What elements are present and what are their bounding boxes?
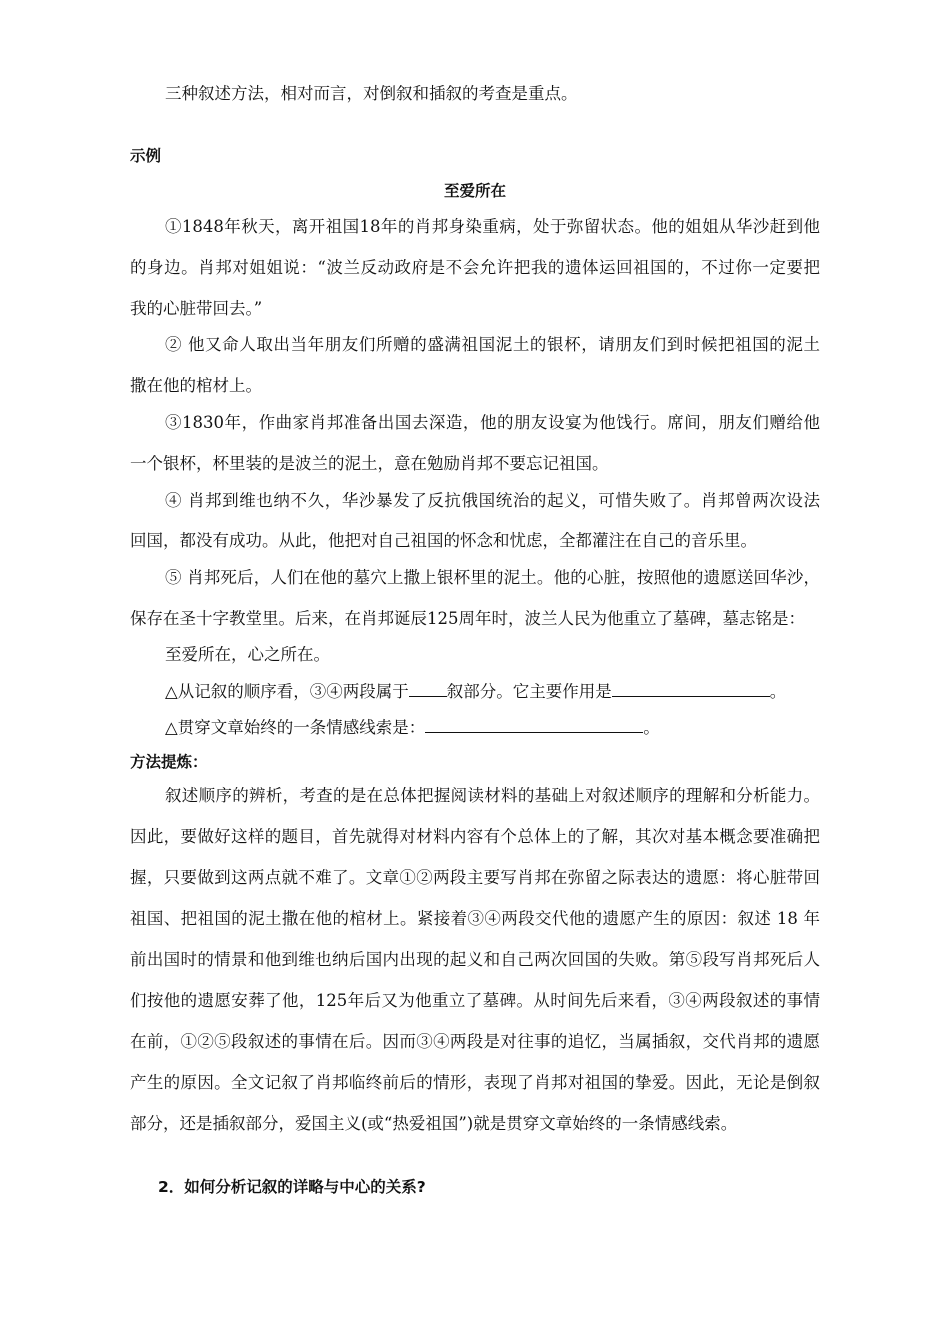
question-2: [165, 716, 820, 738]
question-1-text: △从记叙的顺序看，③④两段属于: [165, 682, 409, 701]
method-line: 部分，还是插叙部分，爱国主义(或“热爱祖国”)就是贯穿文章始终的一条情感线索。: [130, 1114, 738, 1133]
method-line: 因此，要做好这样的题目，首先就得对材料内容有个总体上的了解，其次对基本概念要准确把: [130, 827, 820, 846]
paragraph-1-line: ①1848年秋天，离开祖国18年的肖邦身染重病，处于弥留状态。他的姐姐从华沙赶到他: [165, 217, 820, 236]
question-2-text: △贯穿文章始终的一条情感线索是：: [165, 718, 426, 737]
method-line: 产生的原因。全文记叙了肖邦临终前后的情形，表现了肖邦对祖国的挚爱。因此，无论是倒叙: [130, 1073, 820, 1092]
paragraph-3-line: ③1830年，作曲家肖邦准备出国去深造，他的朋友设宴为他饯行。席间，朋友们赠给他: [165, 413, 820, 432]
paragraph-3-line: 一个银杯，杯里装的是波兰的泥土，意在勉励肖邦不要忘记祖国。: [130, 454, 609, 473]
example-heading: 示例: [130, 147, 162, 165]
paragraph-5-line: 保存在圣十字教堂里。后来，在肖邦诞辰125周年时，波兰人民为他重立了墓碑，墓志铭是：: [130, 609, 805, 628]
paragraph-4-line: 回国，都没有成功。从此，他把对自己祖国的怀念和忧虑，全都灌注在自己的音乐里。: [130, 531, 757, 550]
method-line: 在前，①②⑤段叙述的事情在后。因而③④两段是对往事的追忆，当属插叙，交代肖邦的遗愿: [130, 1032, 820, 1051]
method-line: 握，只要做到这两点就不难了。文章①②两段主要写肖邦在弥留之际表达的遗愿：将心脏带回: [130, 868, 820, 887]
paragraph-2-line: 撒在他的棺材上。: [130, 376, 262, 395]
paragraph-5-line: ⑤ 肖邦死后，人们在他的墓穴上撒上银杯里的泥土。他的心脏，按照他的遗愿送回华沙，: [165, 568, 820, 587]
answer-blank-1[interactable]: [409, 680, 447, 697]
paragraph-1-line: 我的心脏带回去。”: [130, 299, 263, 318]
answer-blank-2[interactable]: [612, 680, 770, 697]
method-line: 叙述顺序的辨析，考查的是在总体把握阅读材料的基础上对叙述顺序的理解和分析能力。: [165, 786, 820, 805]
method-heading: 方法提炼：: [130, 753, 208, 771]
intro-text: 三种叙述方法，相对而言，对倒叙和插叙的考查是重点。: [165, 84, 578, 103]
question-2-end: 。: [643, 718, 660, 737]
paragraph-2-line: ② 他又命人取出当年朋友们所赠的盛满祖国泥土的银杯，请朋友们到时候把祖国的泥土: [165, 335, 820, 354]
question-1: [165, 680, 820, 702]
section-heading-2: 2．如何分析记叙的详略与中心的关系?: [158, 1178, 426, 1196]
method-line: 们按他的遗愿安葬了他，125年后又为他重立了墓碑。从时间先后来看，③④两段叙述的事情: [130, 991, 820, 1010]
story-title: 至爱所在: [443, 182, 506, 200]
answer-blank-3[interactable]: [425, 716, 643, 733]
paragraph-1-line: 的身边。肖邦对姐姐说：“波兰反动政府是不会允许把我的遗体运回祖国的，不过你一定要把: [130, 258, 820, 277]
paragraph-4-line: ④ 肖邦到维也纳不久，华沙暴发了反抗俄国统治的起义，可惜失败了。肖邦曾两次设法: [165, 491, 820, 510]
question-1-end: 。: [769, 682, 787, 701]
method-line: 前出国时的情景和他到维也纳后国内出现的起义和自己两次回国的失败。第⑤段写肖邦死后人: [130, 950, 820, 969]
epitaph-line: 至爱所在，心之所在。: [165, 645, 330, 664]
method-line: 祖国、把祖国的泥土撒在他的棺材上。紧接着③④两段交代他的遗愿产生的原因：叙述 18 年: [130, 909, 820, 928]
question-1-text-continued: 叙部分。它主要作用是: [446, 682, 612, 701]
